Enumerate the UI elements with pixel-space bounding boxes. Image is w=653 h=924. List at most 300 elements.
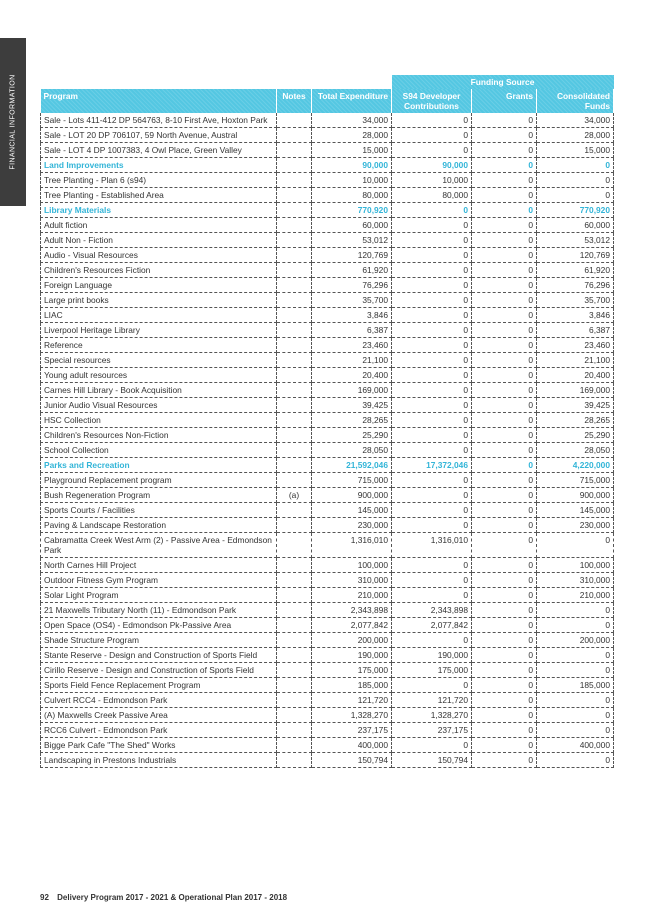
total-cell: 770,920 (312, 203, 392, 218)
total-cell: 28,000 (312, 128, 392, 143)
grants-cell: 0 (472, 753, 537, 768)
consolidated-cell: 0 (537, 618, 614, 633)
total-cell: 230,000 (312, 518, 392, 533)
grants-cell: 0 (472, 428, 537, 443)
program-cell: Bush Regeneration Program (41, 488, 277, 503)
notes-cell (277, 143, 312, 158)
total-cell: 28,050 (312, 443, 392, 458)
grants-cell: 0 (472, 248, 537, 263)
s94-cell: 0 (392, 113, 472, 128)
notes-cell (277, 233, 312, 248)
program-cell: Outdoor Fitness Gym Program (41, 573, 277, 588)
program-cell: Liverpool Heritage Library (41, 323, 277, 338)
table-row (41, 443, 614, 458)
table-row (41, 308, 614, 323)
consolidated-cell: 0 (537, 693, 614, 708)
total-cell: 23,460 (312, 338, 392, 353)
program-cell: Sale - Lots 411-412 DP 564763, 8-10 First Ave, Hoxton Park (41, 113, 277, 128)
footer-title: Delivery Program 2017 - 2021 & Operational Plan 2017 - 2018 (57, 893, 288, 902)
s94-cell: 10,000 (392, 173, 472, 188)
program-cell: Sale - LOT 20 DP 706107, 59 North Avenue, Austral (41, 128, 277, 143)
s94-cell: 0 (392, 293, 472, 308)
program-cell: HSC Collection (41, 413, 277, 428)
consolidated-cell: 6,387 (537, 323, 614, 338)
total-cell: 20,400 (312, 368, 392, 383)
total-cell: 90,000 (312, 158, 392, 173)
program-cell: Adult Non - Fiction (41, 233, 277, 248)
consolidated-cell: 0 (537, 158, 614, 173)
notes-cell (277, 443, 312, 458)
program-cell: Large print books (41, 293, 277, 308)
consolidated-cell: 0 (537, 648, 614, 663)
program-cell: Sports Field Fence Replacement Program (41, 678, 277, 693)
notes-cell (277, 573, 312, 588)
table-row (41, 533, 614, 558)
notes-cell (277, 128, 312, 143)
consolidated-cell: 76,296 (537, 278, 614, 293)
total-cell: 150,794 (312, 753, 392, 768)
table-row (41, 338, 614, 353)
page-number: 92 (40, 893, 49, 902)
total-cell: 80,000 (312, 188, 392, 203)
s94-cell: 0 (392, 573, 472, 588)
table-row (41, 218, 614, 233)
s94-cell: 0 (392, 323, 472, 338)
program-cell: Land Improvements (41, 158, 277, 173)
s94-cell: 121,720 (392, 693, 472, 708)
notes-cell (277, 518, 312, 533)
total-cell: 15,000 (312, 143, 392, 158)
consolidated-cell: 400,000 (537, 738, 614, 753)
consolidated-cell: 185,000 (537, 678, 614, 693)
program-cell: Playground Replacement program (41, 473, 277, 488)
program-cell: School Collection (41, 443, 277, 458)
grants-cell: 0 (472, 648, 537, 663)
s94-cell: 0 (392, 203, 472, 218)
table-row (41, 473, 614, 488)
program-cell: Shade Structure Program (41, 633, 277, 648)
page-footer (40, 893, 287, 902)
table-row (41, 693, 614, 708)
total-cell: 145,000 (312, 503, 392, 518)
table-row (41, 618, 614, 633)
s94-cell: 0 (392, 398, 472, 413)
s94-cell: 0 (392, 588, 472, 603)
table-row (41, 413, 614, 428)
total-cell: 2,077,842 (312, 618, 392, 633)
program-cell: Open Space (OS4) - Edmondson Pk-Passive Area (41, 618, 277, 633)
consolidated-cell: 0 (537, 708, 614, 723)
grants-cell: 0 (472, 143, 537, 158)
grants-cell: 0 (472, 458, 537, 473)
table-row (41, 233, 614, 248)
consolidated-cell: 145,000 (537, 503, 614, 518)
program-cell: Children's Resources Fiction (41, 263, 277, 278)
program-cell: Young adult resources (41, 368, 277, 383)
consolidated-cell: 0 (537, 753, 614, 768)
program-cell: RCC6 Culvert - Edmondson Park (41, 723, 277, 738)
table-row (41, 753, 614, 768)
s94-cell: 0 (392, 353, 472, 368)
consolidated-cell: 0 (537, 188, 614, 203)
grants-cell: 0 (472, 518, 537, 533)
grants-cell: 0 (472, 533, 537, 558)
grants-cell: 0 (472, 723, 537, 738)
total-cell: 100,000 (312, 558, 392, 573)
table-row (41, 503, 614, 518)
total-cell: 121,720 (312, 693, 392, 708)
table-row (41, 558, 614, 573)
table-body (41, 113, 614, 768)
total-cell: 1,316,010 (312, 533, 392, 558)
grants-cell: 0 (472, 588, 537, 603)
program-cell: Culvert RCC4 - Edmondson Park (41, 693, 277, 708)
table-row (41, 678, 614, 693)
notes-cell (277, 738, 312, 753)
grants-cell: 0 (472, 173, 537, 188)
s94-cell: 0 (392, 413, 472, 428)
grants-cell: 0 (472, 188, 537, 203)
notes-cell (277, 323, 312, 338)
notes-cell (277, 603, 312, 618)
s94-cell: 0 (392, 248, 472, 263)
consolidated-cell: 34,000 (537, 113, 614, 128)
total-cell: 310,000 (312, 573, 392, 588)
grants-cell: 0 (472, 573, 537, 588)
total-cell: 400,000 (312, 738, 392, 753)
notes-cell (277, 203, 312, 218)
s94-cell: 0 (392, 233, 472, 248)
s94-cell: 80,000 (392, 188, 472, 203)
table-row (41, 518, 614, 533)
consolidated-cell: 20,400 (537, 368, 614, 383)
total-cell: 34,000 (312, 113, 392, 128)
total-cell: 169,000 (312, 383, 392, 398)
consolidated-cell: 0 (537, 173, 614, 188)
table-row (41, 738, 614, 753)
table-row (41, 368, 614, 383)
program-cell: Audio - Visual Resources (41, 248, 277, 263)
s94-cell: 0 (392, 558, 472, 573)
consolidated-cell: 100,000 (537, 558, 614, 573)
s94-cell: 0 (392, 428, 472, 443)
s94-cell: 0 (392, 473, 472, 488)
grants-cell: 0 (472, 413, 537, 428)
notes-cell (277, 753, 312, 768)
program-cell: Tree Planting - Plan 6 (s94) (41, 173, 277, 188)
grants-cell: 0 (472, 633, 537, 648)
notes-cell (277, 428, 312, 443)
total-cell: 185,000 (312, 678, 392, 693)
notes-cell (277, 648, 312, 663)
table-row (41, 648, 614, 663)
total-cell: 25,290 (312, 428, 392, 443)
program-cell: Sports Courts / Facilities (41, 503, 277, 518)
header-notes: Notes (277, 89, 312, 113)
table-row (41, 573, 614, 588)
notes-cell (277, 158, 312, 173)
table-row (41, 173, 614, 188)
program-cell: Junior Audio Visual Resources (41, 398, 277, 413)
grants-cell: 0 (472, 663, 537, 678)
program-cell: (A) Maxwells Creek Passive Area (41, 708, 277, 723)
consolidated-cell: 28,000 (537, 128, 614, 143)
table-row (41, 398, 614, 413)
total-cell: 1,328,270 (312, 708, 392, 723)
program-cell: Bigge Park Cafe "The Shed" Works (41, 738, 277, 753)
s94-cell: 0 (392, 218, 472, 233)
consolidated-cell: 0 (537, 533, 614, 558)
program-cell: Children's Resources Non-Fiction (41, 428, 277, 443)
notes-cell (277, 618, 312, 633)
consolidated-cell: 120,769 (537, 248, 614, 263)
consolidated-cell: 53,012 (537, 233, 614, 248)
grants-cell: 0 (472, 218, 537, 233)
program-cell: Tree Planting - Established Area (41, 188, 277, 203)
s94-cell: 150,794 (392, 753, 472, 768)
s94-cell: 0 (392, 368, 472, 383)
table-row (41, 633, 614, 648)
grants-cell: 0 (472, 323, 537, 338)
grants-cell: 0 (472, 128, 537, 143)
notes-cell (277, 248, 312, 263)
notes-cell (277, 663, 312, 678)
s94-cell: 0 (392, 443, 472, 458)
grants-cell: 0 (472, 233, 537, 248)
notes-cell (277, 353, 312, 368)
table-row (41, 128, 614, 143)
table-row (41, 488, 614, 503)
grants-cell: 0 (472, 158, 537, 173)
notes-cell (277, 368, 312, 383)
header-consolidated-funds: Consolidated Funds (537, 89, 614, 113)
total-cell: 237,175 (312, 723, 392, 738)
grants-cell: 0 (472, 368, 537, 383)
consolidated-cell: 715,000 (537, 473, 614, 488)
consolidated-cell: 900,000 (537, 488, 614, 503)
header-program: Program (41, 89, 277, 113)
total-cell: 210,000 (312, 588, 392, 603)
consolidated-cell: 28,050 (537, 443, 614, 458)
notes-cell (277, 723, 312, 738)
s94-cell: 90,000 (392, 158, 472, 173)
section-side-tab (0, 38, 26, 206)
program-cell: LIAC (41, 308, 277, 323)
notes-cell (277, 113, 312, 128)
grants-cell: 0 (472, 353, 537, 368)
notes-cell (277, 173, 312, 188)
program-cell: Foreign Language (41, 278, 277, 293)
table-row (41, 188, 614, 203)
consolidated-cell: 21,100 (537, 353, 614, 368)
s94-cell: 0 (392, 678, 472, 693)
consolidated-cell: 169,000 (537, 383, 614, 398)
table-row (41, 323, 614, 338)
financial-table (40, 75, 614, 768)
table-row (41, 663, 614, 678)
program-cell: Carnes Hill Library - Book Acquisition (41, 383, 277, 398)
notes-cell (277, 398, 312, 413)
grants-cell: 0 (472, 488, 537, 503)
s94-cell: 0 (392, 143, 472, 158)
grants-cell: 0 (472, 558, 537, 573)
consolidated-cell: 35,700 (537, 293, 614, 308)
notes-cell (277, 503, 312, 518)
grants-cell: 0 (472, 473, 537, 488)
notes-cell (277, 678, 312, 693)
grants-cell: 0 (472, 738, 537, 753)
notes-cell (277, 278, 312, 293)
header-grants: Grants (472, 89, 537, 113)
grants-cell: 0 (472, 203, 537, 218)
program-cell: Cabramatta Creek West Arm (2) - Passive Area - Edmondson Park (41, 533, 277, 558)
total-cell: 715,000 (312, 473, 392, 488)
section-row (41, 203, 614, 218)
consolidated-cell: 23,460 (537, 338, 614, 353)
s94-cell: 2,077,842 (392, 618, 472, 633)
grants-cell: 0 (472, 278, 537, 293)
program-cell: Library Materials (41, 203, 277, 218)
s94-cell: 0 (392, 633, 472, 648)
s94-cell: 0 (392, 503, 472, 518)
notes-cell (277, 693, 312, 708)
grants-cell: 0 (472, 293, 537, 308)
program-cell: 21 Maxwells Tributary North (11) - Edmondson Park (41, 603, 277, 618)
table-row (41, 353, 614, 368)
s94-cell: 0 (392, 338, 472, 353)
s94-cell: 175,000 (392, 663, 472, 678)
s94-cell: 2,343,898 (392, 603, 472, 618)
grants-cell: 0 (472, 263, 537, 278)
program-cell: Reference (41, 338, 277, 353)
s94-cell: 1,316,010 (392, 533, 472, 558)
consolidated-cell: 770,920 (537, 203, 614, 218)
notes-cell (277, 338, 312, 353)
grants-cell: 0 (472, 503, 537, 518)
consolidated-cell: 0 (537, 723, 614, 738)
program-cell: Landscaping in Prestons Industrials (41, 753, 277, 768)
consolidated-cell: 230,000 (537, 518, 614, 533)
consolidated-cell: 39,425 (537, 398, 614, 413)
table-row (41, 248, 614, 263)
table-row (41, 143, 614, 158)
s94-cell: 0 (392, 738, 472, 753)
consolidated-cell: 0 (537, 663, 614, 678)
grants-cell: 0 (472, 618, 537, 633)
section-row (41, 158, 614, 173)
grants-cell: 0 (472, 383, 537, 398)
table-row (41, 708, 614, 723)
table-row (41, 293, 614, 308)
notes-cell (277, 588, 312, 603)
total-cell: 21,592,046 (312, 458, 392, 473)
s94-cell: 0 (392, 383, 472, 398)
s94-cell: 17,372,046 (392, 458, 472, 473)
notes-cell (277, 263, 312, 278)
total-cell: 190,000 (312, 648, 392, 663)
grants-cell: 0 (472, 113, 537, 128)
table-row (41, 113, 614, 128)
grants-cell: 0 (472, 708, 537, 723)
total-cell: 3,846 (312, 308, 392, 323)
funding-source-header: Funding Source (392, 75, 614, 89)
consolidated-cell: 210,000 (537, 588, 614, 603)
notes-cell (277, 533, 312, 558)
s94-cell: 0 (392, 263, 472, 278)
program-cell: Special resources (41, 353, 277, 368)
table-row (41, 383, 614, 398)
notes-cell (277, 473, 312, 488)
s94-cell: 0 (392, 518, 472, 533)
total-cell: 2,343,898 (312, 603, 392, 618)
header-total-expenditure: Total Expenditure (312, 89, 392, 113)
notes-cell (277, 413, 312, 428)
section-row (41, 458, 614, 473)
consolidated-cell: 15,000 (537, 143, 614, 158)
s94-cell: 190,000 (392, 648, 472, 663)
notes-cell (277, 308, 312, 323)
s94-cell: 1,328,270 (392, 708, 472, 723)
consolidated-cell: 25,290 (537, 428, 614, 443)
program-cell: Adult fiction (41, 218, 277, 233)
total-cell: 35,700 (312, 293, 392, 308)
grants-cell: 0 (472, 308, 537, 323)
total-cell: 53,012 (312, 233, 392, 248)
grants-cell: 0 (472, 603, 537, 618)
notes-cell: (a) (277, 488, 312, 503)
total-cell: 60,000 (312, 218, 392, 233)
table-row (41, 588, 614, 603)
grants-cell: 0 (472, 338, 537, 353)
notes-cell (277, 383, 312, 398)
notes-cell (277, 218, 312, 233)
program-cell: Stante Reserve - Design and Construction of Sports Field (41, 648, 277, 663)
total-cell: 200,000 (312, 633, 392, 648)
notes-cell (277, 293, 312, 308)
program-cell: Paving & Landscape Restoration (41, 518, 277, 533)
program-cell: Sale - LOT 4 DP 1007383, 4 Owl Place, Green Valley (41, 143, 277, 158)
table-row (41, 263, 614, 278)
side-tab-label: FINANCIAL INFORMATION (9, 74, 17, 170)
s94-cell: 237,175 (392, 723, 472, 738)
header-s94-contributions: S94 Developer Contributions (392, 89, 472, 113)
consolidated-cell: 60,000 (537, 218, 614, 233)
consolidated-cell: 310,000 (537, 573, 614, 588)
s94-cell: 0 (392, 128, 472, 143)
consolidated-cell: 28,265 (537, 413, 614, 428)
notes-cell (277, 458, 312, 473)
table-row (41, 278, 614, 293)
total-cell: 120,769 (312, 248, 392, 263)
grants-cell: 0 (472, 443, 537, 458)
s94-cell: 0 (392, 488, 472, 503)
notes-cell (277, 188, 312, 203)
grants-cell: 0 (472, 398, 537, 413)
table-row (41, 723, 614, 738)
total-cell: 175,000 (312, 663, 392, 678)
total-cell: 900,000 (312, 488, 392, 503)
grants-cell: 0 (472, 678, 537, 693)
total-cell: 10,000 (312, 173, 392, 188)
table-row (41, 603, 614, 618)
table-row (41, 428, 614, 443)
program-cell: North Carnes Hill Project (41, 558, 277, 573)
program-cell: Parks and Recreation (41, 458, 277, 473)
program-cell: Cirillo Reserve - Design and Construction of Sports Field (41, 663, 277, 678)
s94-cell: 0 (392, 308, 472, 323)
notes-cell (277, 708, 312, 723)
s94-cell: 0 (392, 278, 472, 293)
